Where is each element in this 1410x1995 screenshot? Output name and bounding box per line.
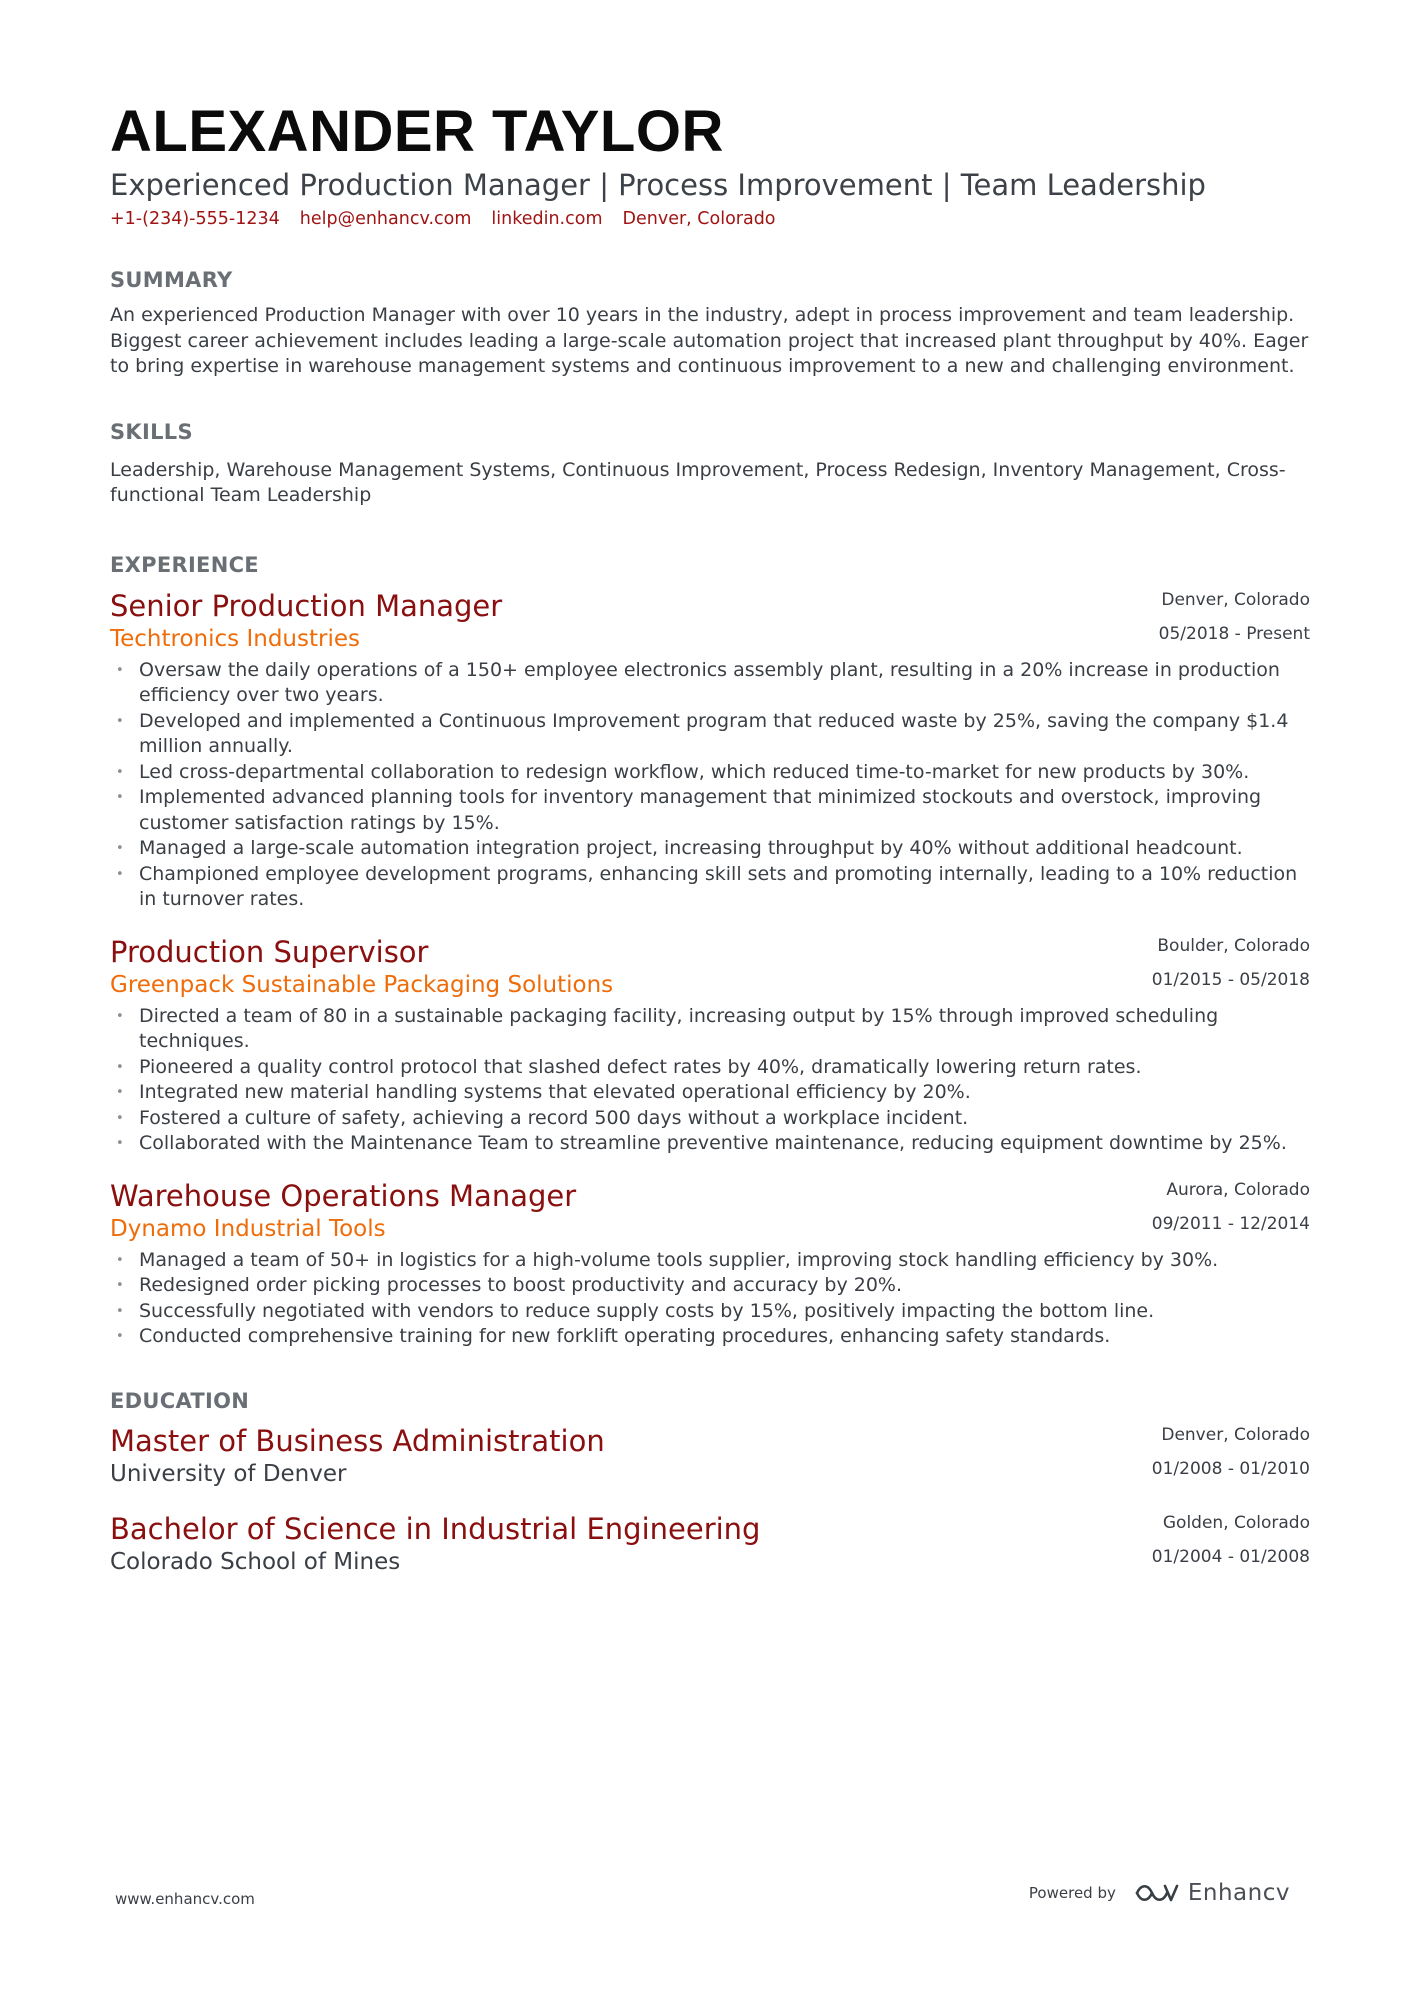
footer-website[interactable]: www.enhancv.com <box>115 1890 255 1908</box>
job-company: Greenpack Sustainable Packaging Solutions <box>110 971 614 998</box>
contact-email[interactable]: help@enhancv.com <box>299 209 472 229</box>
contact-row <box>110 206 1310 232</box>
education-title: EDUCATION <box>110 1388 250 1413</box>
school-name: University of Denver <box>110 1460 347 1487</box>
job-bullets <box>110 1004 1310 1157</box>
bullet-item: • Oversaw the daily operations of a 150+ employee electronics assembly plant, resulting in a 20% increase in production efficiency over two years. <box>110 658 1310 709</box>
footer-branding <box>1029 1880 1290 1906</box>
degree-name: Master of Business Administration <box>110 1423 605 1458</box>
contact-phone[interactable]: +1-(234)-555-1234 <box>110 209 280 229</box>
job-role: Warehouse Operations Manager <box>110 1178 577 1213</box>
experience-title: EXPERIENCE <box>110 552 259 577</box>
job-location: Aurora, Colorado <box>1166 1179 1310 1200</box>
job-dates: 01/2015 - 05/2018 <box>1151 969 1310 990</box>
resume-page <box>110 100 1310 1578</box>
job-dates: 09/2011 - 12/2014 <box>1151 1213 1310 1234</box>
education-entry <box>110 1424 1310 1490</box>
school-dates: 01/2008 - 01/2010 <box>1151 1458 1310 1479</box>
entry-header <box>110 935 1310 1001</box>
job-bullets <box>110 658 1310 913</box>
experience-section <box>110 551 1310 1350</box>
summary-section <box>110 266 1310 380</box>
school-dates: 01/2004 - 01/2008 <box>1151 1546 1310 1567</box>
contact-linkedin[interactable]: linkedin.com <box>491 209 603 229</box>
experience-entry <box>110 589 1310 913</box>
school-location: Golden, Colorado <box>1162 1512 1310 1533</box>
entry-header <box>110 1512 1310 1578</box>
experience-entry <box>110 935 1310 1157</box>
skills-text: Leadership, Warehouse Management Systems, Continuous Improvement, Process Redesign, Inventory Management, Cross-functional Team Leadership <box>110 458 1286 506</box>
brand-name: Enhancv <box>1187 1880 1290 1906</box>
skills-section <box>110 418 1310 509</box>
job-role: Production Supervisor <box>110 934 429 969</box>
powered-by-label: Powered by <box>1028 1884 1116 1902</box>
bullet-item: • Redesigned order picking processes to boost productivity and accuracy by 20%. <box>110 1273 1310 1299</box>
experience-entry <box>110 1179 1310 1350</box>
education-entry <box>110 1512 1310 1578</box>
entry-header <box>110 1179 1310 1245</box>
summary-text: An experienced Production Manager with over 10 years in the industry, adept in process improvement and team leadership. Biggest career achievement includes leading a large-scale automation project that increased plant throughput by 40%. Eager to bring expertise in warehouse management systems and continuous improvement to a new and challenging environment. <box>110 304 1309 377</box>
education-section <box>110 1387 1310 1578</box>
bullet-item: • Led cross-departmental collaboration to redesign workflow, which reduced time-to-market for new products by 30%. <box>110 760 1310 786</box>
bullet-item: • Integrated new material handling systems that elevated operational efficiency by 20%. <box>110 1080 1310 1106</box>
bullet-item: • Fostered a culture of safety, achieving a record 500 days without a workplace incident. <box>110 1106 1310 1132</box>
entry-header <box>110 589 1310 655</box>
bullet-item: • Managed a large-scale automation integration project, increasing throughput by 40% without additional headcount. <box>110 836 1310 862</box>
bullet-item: • Managed a team of 50+ in logistics for a high-volume tools supplier, improving stock handling efficiency by 30%. <box>110 1248 1310 1274</box>
skills-title: SKILLS <box>110 419 193 444</box>
resume-header <box>110 100 1310 232</box>
job-bullets <box>110 1248 1310 1350</box>
bullet-item: • Pioneered a quality control protocol that slashed defect rates by 40%, dramatically lowering return rates. <box>110 1055 1310 1081</box>
school-name: Colorado School of Mines <box>110 1548 401 1575</box>
entry-header <box>110 1424 1310 1490</box>
job-role: Senior Production Manager <box>110 588 503 623</box>
enhancv-logo-icon <box>1134 1881 1180 1905</box>
bullet-item: • Developed and implemented a Continuous Improvement program that reduced waste by 25%, saving the company $1.4 million annually. <box>110 709 1310 760</box>
job-company: Dynamo Industrial Tools <box>110 1215 386 1242</box>
bullet-item: • Successfully negotiated with vendors to reduce supply costs by 15%, positively impacting the bottom line. <box>110 1299 1310 1325</box>
candidate-name: ALEXANDER TAYLOR <box>110 99 724 164</box>
bullet-item: • Collaborated with the Maintenance Team to streamline preventive maintenance, reducing equipment downtime by 25%. <box>110 1131 1310 1157</box>
job-location: Boulder, Colorado <box>1157 935 1310 956</box>
job-dates: 05/2018 - Present <box>1158 623 1310 644</box>
contact-location: Denver, Colorado <box>622 209 776 229</box>
degree-name: Bachelor of Science in Industrial Engineering <box>110 1511 761 1546</box>
bullet-item: • Implemented advanced planning tools for inventory management that minimized stockouts and overstock, improving customer satisfaction ratings by 15%. <box>110 785 1310 836</box>
job-company: Techtronics Industries <box>110 625 360 652</box>
summary-title: SUMMARY <box>110 268 233 292</box>
candidate-tagline: Experienced Production Manager | Process Improvement | Team Leadership <box>110 168 1206 202</box>
enhancv-brand[interactable] <box>1134 1880 1290 1906</box>
bullet-item: • Championed employee development programs, enhancing skill sets and promoting internally, leading to a 10% reduction in turnover rates. <box>110 862 1310 913</box>
school-location: Denver, Colorado <box>1161 1424 1310 1445</box>
bullet-item: • Directed a team of 80 in a sustainable packaging facility, increasing output by 15% through improved scheduling techniques. <box>110 1004 1310 1055</box>
job-location: Denver, Colorado <box>1161 589 1310 610</box>
bullet-item: • Conducted comprehensive training for new forklift operating procedures, enhancing safety standards. <box>110 1324 1310 1350</box>
